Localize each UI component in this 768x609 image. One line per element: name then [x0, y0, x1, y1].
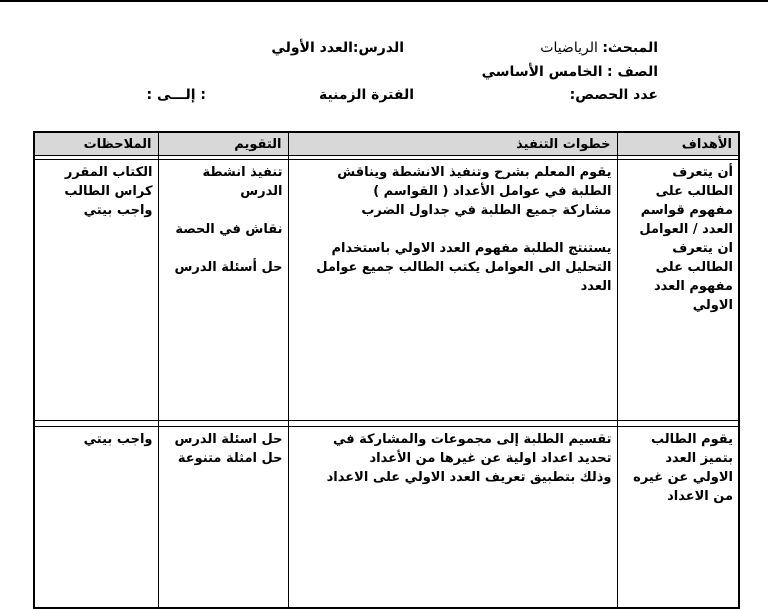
line-spacer: [164, 201, 283, 220]
lesson-label: الدرس:: [352, 40, 404, 56]
cell-line: واجب بيتي: [83, 203, 153, 219]
cell-line: حل أسئلة الدرس: [174, 260, 283, 276]
cell-line: مشاركة جميع الطلبة في جداول الضرب: [361, 203, 612, 219]
evaluation-cell: [158, 160, 288, 420]
period-label: الفترة الزمنية: [318, 87, 414, 103]
subject-label: المبحث:: [602, 40, 658, 56]
lesson-value: العدد الأولي: [271, 40, 353, 56]
objectives-cell: [617, 160, 739, 420]
cell-line: العدد / العوامل: [639, 222, 733, 238]
cell-line: مفهوم قواسم: [640, 203, 733, 219]
cell-line: العدد: [580, 279, 612, 295]
cell-line: تقسيم الطلبة إلى مجموعات والمشاركة في: [332, 431, 612, 447]
cell-line: الطلبة في عوامل الأعداد ( القواسم ): [373, 184, 612, 200]
cell-line: وذلك بتطبيق تعريف العدد الاولي على الاعداد: [326, 469, 612, 485]
grade-value: الخامس الأساسي: [481, 64, 603, 80]
header-objectives: الأهداف: [617, 132, 739, 156]
sessions-label: عدد الحصص:: [569, 87, 658, 103]
cell-line: الدرس: [240, 184, 283, 200]
line-spacer: [294, 220, 612, 239]
sessions-field: [570, 86, 658, 104]
objectives-cell: [617, 426, 739, 608]
grade-label: الصف :: [607, 64, 658, 80]
grade-field: [482, 63, 658, 81]
cell-line: تحديد اعداد اولية عن غيرها من الأعداد: [369, 450, 612, 466]
cell-line: يستنتج الطلبة مفهوم العدد الاولي باستخدام: [331, 241, 612, 257]
cell-line: أن يتعرف: [672, 165, 733, 181]
cell-line: ان يتعرف: [672, 241, 733, 257]
header-steps: خطوات التنفيذ: [288, 132, 617, 156]
cell-line: نقاش في الحصة: [175, 222, 283, 238]
cell-line: تنفيذ انشطة: [202, 165, 283, 181]
cell-line: الاولي: [692, 298, 733, 314]
subject-field: [540, 39, 658, 57]
cell-line: يقوم الطالب: [651, 431, 733, 447]
header-evaluation: التقويم: [158, 132, 288, 156]
cell-line: بتميز العدد: [665, 450, 733, 466]
cell-line: واجب بيتي: [83, 431, 153, 447]
subject-value: الرياضيات: [540, 40, 598, 56]
table-row: [34, 160, 739, 420]
cell-line: يقوم المعلم بشرح وتنفيذ الانشطة ويناقش: [337, 165, 612, 181]
cell-line: كراس الطالب: [64, 184, 153, 200]
cell-line: من الاعداد: [667, 488, 733, 504]
cell-line: حل اسئلة الدرس: [174, 431, 283, 447]
lesson-field: [271, 39, 404, 57]
line-spacer: [164, 239, 283, 258]
header-notes: الملاحظات: [34, 132, 158, 156]
to-field: [146, 86, 206, 104]
cell-line: الاولي عن غيره: [633, 469, 733, 485]
cell-line: مفهوم العدد: [653, 279, 733, 295]
cell-line: التحليل الى العوامل يكتب الطالب جميع عوامل: [316, 260, 612, 276]
cell-line: الكتاب المقرر: [64, 165, 153, 181]
steps-cell: [288, 426, 617, 608]
cell-line: حل امثلة متنوعة: [177, 450, 283, 466]
notes-cell: [34, 426, 158, 608]
period-field: [319, 86, 414, 104]
table-header-row: [34, 132, 739, 156]
notes-cell: [34, 160, 158, 420]
table-row: [34, 426, 739, 608]
cell-line: الطالب على: [655, 260, 733, 276]
cell-line: الطالب على: [655, 184, 733, 200]
evaluation-cell: [158, 426, 288, 608]
lesson-plan-table: [33, 131, 740, 609]
steps-cell: [288, 160, 617, 420]
top-border-line: [0, 0, 768, 2]
to-label: : إلـــى :: [146, 87, 206, 103]
